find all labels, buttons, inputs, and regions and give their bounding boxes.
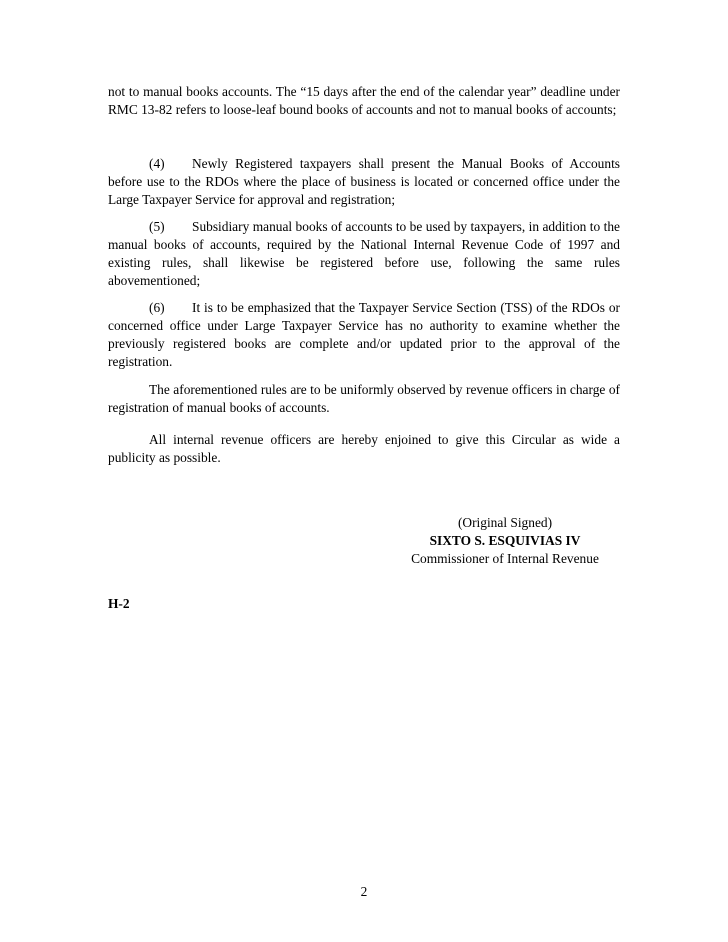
item-4-paragraph	[108, 155, 620, 209]
item-6-number: (6)	[149, 300, 165, 315]
signatory-title: Commissioner of Internal Revenue	[411, 551, 599, 566]
item-4-text: Newly Registered taxpayers shall present the Manual Books of Accounts before use to the RDOs where the place of business is located or concerned office under the Large Taxpayer Service for approval and registration;	[108, 156, 620, 207]
signature-status: (Original Signed)	[457, 515, 553, 530]
item-4-number: (4)	[149, 156, 165, 171]
paragraph-observed: The aforementioned rules are to be uniformly observed by revenue officers in charge of registration of manual books of accounts.	[108, 382, 620, 415]
item-5-number: (5)	[149, 219, 165, 234]
item-6-paragraph	[108, 299, 620, 371]
item-6-text: It is to be emphasized that the Taxpayer Service Section (TSS) of the RDOs or concerned office under Large Taxpayer Service has no authority to examine whether the previously registered books are complete and/or updated prior to the approval of the registration.	[108, 300, 620, 369]
page-number: 2	[360, 884, 368, 899]
item-5-text: Subsidiary manual books of accounts to be used by taxpayers, in addition to the manual books of accounts, required by the National Internal Revenue Code of 1997 and existing rules, shall likewise be registered before use, following the same rules abovementioned;	[108, 219, 620, 288]
document-code: H-2	[108, 596, 130, 611]
paragraph-enjoined: All internal revenue officers are hereby enjoined to give this Circular as wide a publicity as possible.	[108, 432, 620, 465]
signature-block	[380, 514, 630, 568]
paragraph-continuation: not to manual books accounts. The “15 days after the end of the calendar year” deadline under RMC 13-82 refers to loose-leaf bound books of accounts and not to manual books of accounts;	[108, 84, 620, 117]
item-5-paragraph	[108, 218, 620, 290]
signatory-name: SIXTO S. ESQUIVIAS IV	[429, 533, 581, 548]
